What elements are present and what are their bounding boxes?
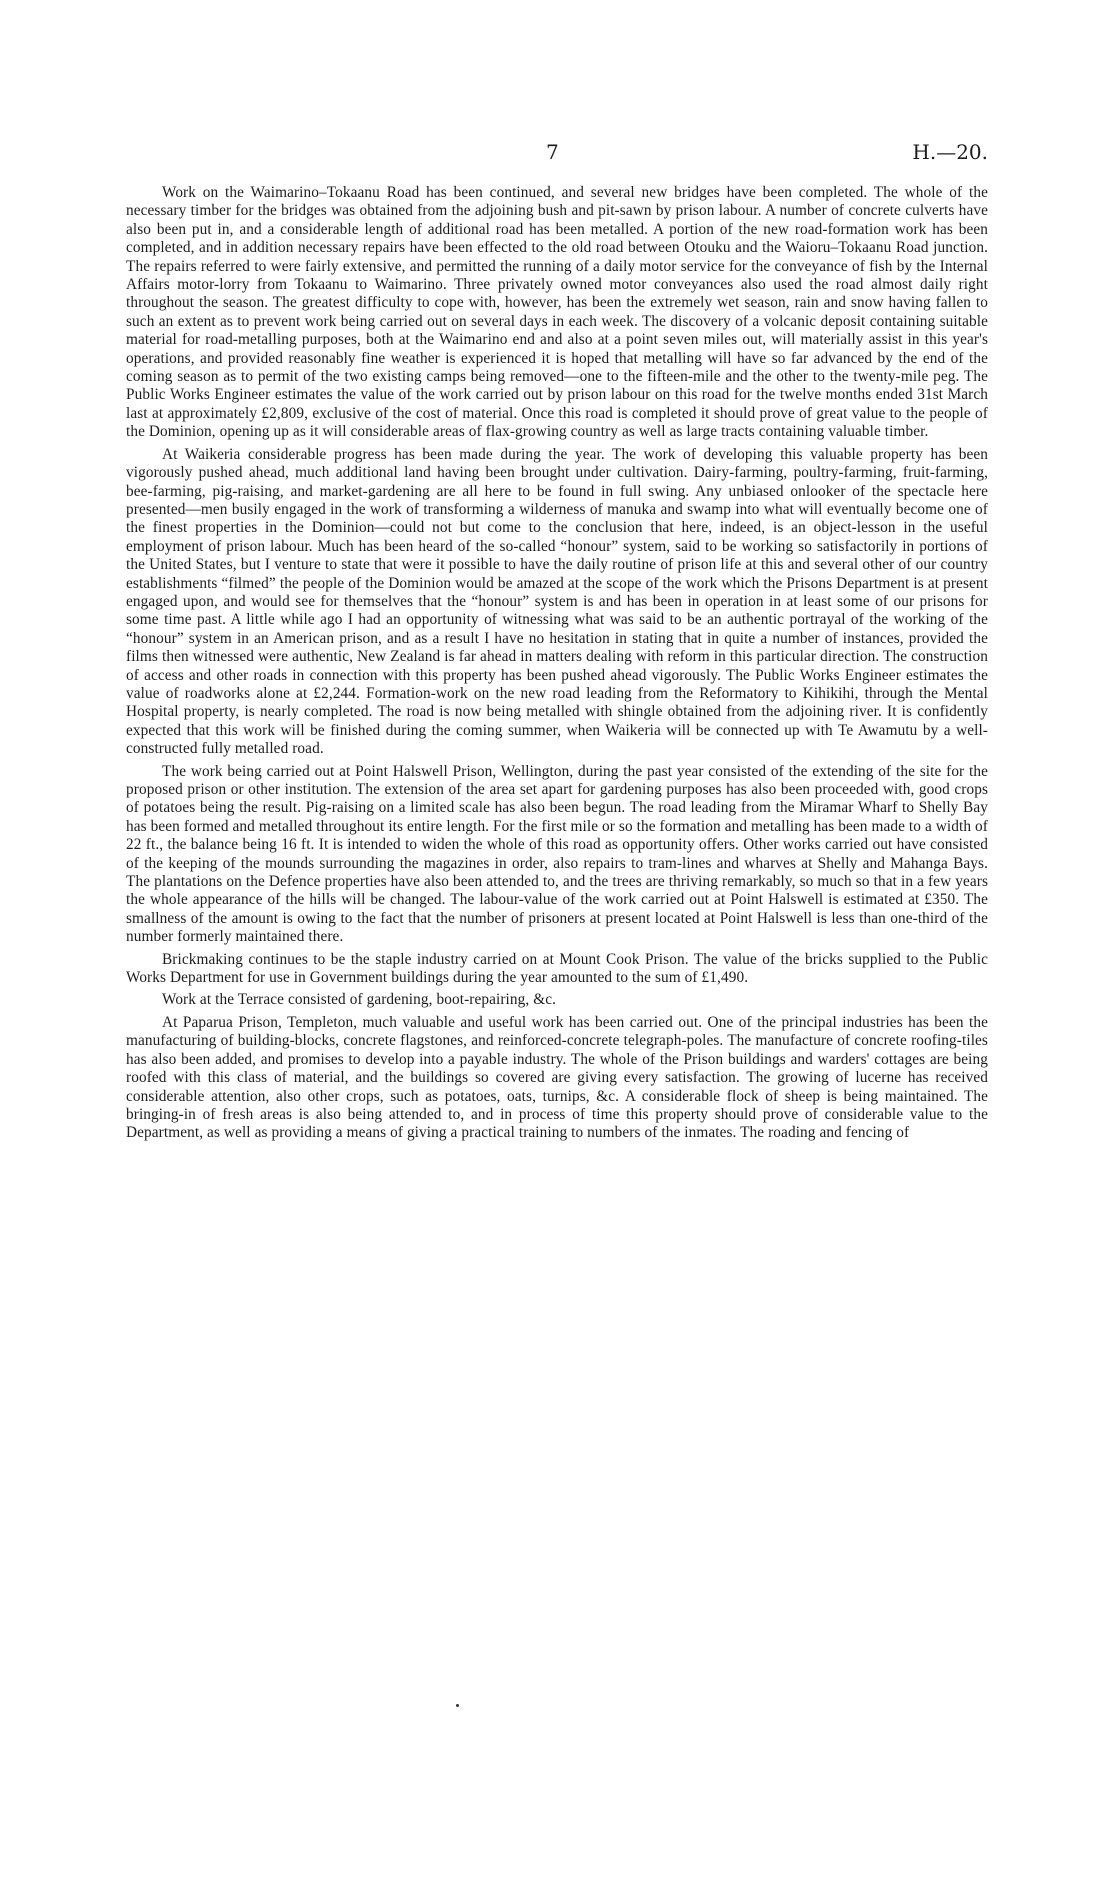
paragraph-terrace: Work at the Terrace consisted of gardening, boot-repairing, &c.: [162, 991, 557, 1009]
page-number: 7: [546, 140, 559, 164]
paragraph-paparua: At Paparua Prison, Templeton, much valuable and useful work has been carried out. One of the principal industries has been the manufacturing of building-blocks, concrete flagstones, and reinforced-concrete telegraph-poles. The manufacture of concrete roofing-tiles has also been added, and promises to develop into a payable industry. The whole of the Prison buildings and warders' cottages are being roofed with this class of material, and the buildings so covered are giving every satisfaction. The growing of lucerne has received considerable attention, also other crops, such as potatoes, oats, turnips, &c. A considerable flock of sheep is being maintained. The bringing-in of fresh areas is also being attended to, and in process of time this property should prove of considerable value to the Department, as well as providing a means of giving a practical training to numbers of the inmates. The roading and fencing of: [126, 1013, 988, 1142]
paragraph-point-halswell: The work being carried out at Point Halswell Prison, Wellington, during the past year consisted of the extending of the site for the proposed prison or other institution. The extension of the area set apart for gardening purposes has also been proceeded with, good crops of potatoes being the result. Pig-raising on a limited scale has also been begun. The road leading from the Miramar Wharf to Shelly Bay has been formed and metalled throughout its entire length. For the first mile or so the formation and metalling has been made to a width of 22 ft., the balance being 16 ft. It is intended to widen the whole of this road as opportunity offers. Other works carried out have consisted of the keeping of the mounds surrounding the magazines in order, also repairs to tram-lines and wharves at Shelly and Mahanga Bays. The plantations on the Defence properties have also been attended to, and the trees are thriving remarkably, so much so that in a few years the whole appearance of the hills will be changed. The labour-value of the work carried out at Point Halswell is estimated at £350. The smallness of the amount is owing to the fact that the number of prisoners at present located at Point Halswell is less than one-third of the number formerly maintained there.: [126, 762, 988, 946]
paragraph-waimarino-road: Work on the Waimarino–Tokaanu Road has been continued, and several new bridges have been completed. The whole of the necessary timber for the bridges was obtained from the adjoining bush and pit-sawn by prison labour. A number of concrete culverts have also been put in, and a considerable length of additional road has been metalled. A portion of the new road-formation work has been completed, and in addition necessary repairs have been effected to the old road between Otouku and the Waioru–Tokaanu Road junction. The repairs referred to were fairly extensive, and permitted the running of a daily motor service for the conveyance of fish by the Internal Affairs motor-lorry from Tokaanu to Waimarino. Three privately owned motor conveyances also used the road almost daily right throughout the season. The greatest difficulty to cope with, however, has been the extremely wet season, rain and snow having fallen to such an extent as to prevent work being carried out on several days in each week. The discovery of a volcanic deposit containing suitable material for road-metalling purposes, both at the Waimarino end and also at a point seven miles out, will materially assist in this year's operations, and provided reasonably fine weather is experienced it is hoped that metalling will have so far advanced by the end of the coming season as to permit of the two existing camps being removed—one to the fifteen-mile and the other to the twenty-mile peg. The Public Works Engineer estimates the value of the work carried out by prison labour on this road for the twelve months ended 31st March last at approximately £2,809, exclusive of the cost of material. Once this road is completed it should prove of great value to the people of the Dominion, opening up as it will considerable areas of flax-growing country as well as large tracts containing valuable timber.: [126, 184, 988, 441]
stray-mark: [456, 1704, 459, 1707]
paragraph-mount-cook: Brickmaking continues to be the staple industry carried on at Mount Cook Prison. The value of the bricks supplied to the Public Works Department for use in Government buildings during the year amounted to the sum of £1,490.: [126, 950, 988, 987]
paragraph-waikeria: At Waikeria considerable progress has been made during the year. The work of developing this valuable property has been vigorously pushed ahead, much additional land having been brought under cultivation. Dairy-farming, poultry-farming, fruit-farming, bee-farming, pig-raising, and market-gardening are all here to be found in full swing. Any unbiased onlooker of the spectacle here presented—men busily engaged in the work of transforming a wilderness of manuka and swamp into what will eventually become one of the finest properties in the Dominion—could not but come to the conclusion that here, indeed, is an object-lesson in the useful employment of prison labour. Much has been heard of the so-called “honour” system, said to be working so satisfactorily in portions of the United States, but I venture to state that were it possible to have the daily routine of prison life at this and several other of our country establishments “filmed” the people of the Dominion would be amazed at the scope of the work which the Prisons Department is at present engaged upon, and would see for themselves that the “honour” system is and has been in operation in at least some of our prisons for some time past. A little while ago I had an opportunity of witnessing what was said to be an authentic portrayal of the working of the “honour” system in an American prison, and as a result I have no hesitation in stating that in quite a number of instances, provided the films then witnessed were authentic, New Zealand is far ahead in matters dealing with reform in this particular direction. The construction of access and other roads in connection with this property has been pushed ahead vigorously. The Public Works Engineer estimates the value of roadworks alone at £2,244. Formation-work on the new road leading from the Reformatory to Kihikihi, through the Mental Hospital property, is nearly completed. The road is now being metalled with shingle obtained from the adjoining river. It is confidently expected that this work will be finished during the coming summer, when Waikeria will be connected up with Te Awamutu by a well-constructed fully metalled road.: [126, 445, 988, 758]
document-reference: H.—20.: [912, 140, 988, 164]
page-header: [126, 130, 988, 170]
document-page: [126, 130, 988, 1147]
body-text: [126, 184, 988, 1143]
